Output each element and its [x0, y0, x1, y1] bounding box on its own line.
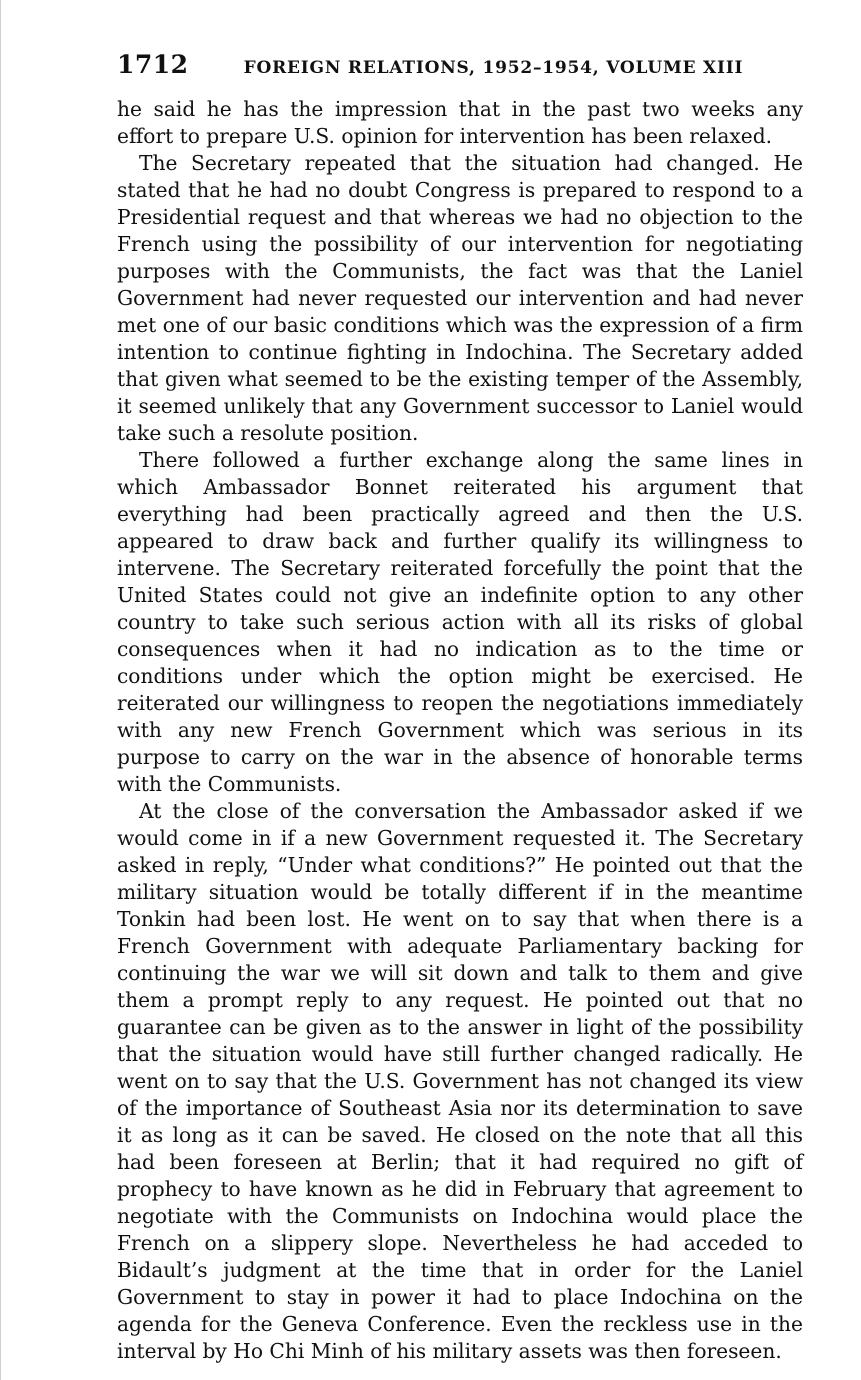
- running-header: [117, 50, 803, 96]
- page-number: 1712: [117, 50, 189, 79]
- paragraph-further-exchange: There followed a further exchange along the same lines in which Ambassador Bonnet reiterated his argument that everything had been practically agreed and then the U.S. appeared to draw back and further qualify its willingness to intervene. The Secretary reiterated forcefully the point that the United States could not give an indefinite option to any other country to take such serious action with all its risks of global consequences when it had no indication as to the time or conditions under which the option might be exercised. He reiterated our willingness to reopen the negotiations immediately with any new French Government which was serious in its purpose to carry on the war in the absence of honorable terms with the Communists.: [117, 448, 803, 796]
- body-text: [117, 96, 803, 1365]
- paragraph-secretary-situation: The Secretary repeated that the situation had changed. He stated that he had no doubt Congress is prepared to respond to a Presidential request and that whereas we had no objection to the French using the possibility of our intervention for negotiating purposes with the Communists, the fact was that the Laniel Government had never requested our intervention and had never met one of our basic conditions which was the expression of a firm intention to continue fighting in Indochina. The Secretary added that given what seemed to be the existing temper of the Assembly, it seemed unlikely that any Government successor to Laniel would take such a resolute position.: [117, 151, 803, 445]
- volume-title: FOREIGN RELATIONS, 1952–1954, VOLUME XIII: [243, 58, 744, 78]
- paragraph-continued: he said he has the impression that in the past two weeks any effort to prepare U.S. opinion for intervention has been relaxed.: [117, 97, 803, 148]
- paragraph-close-of-conversation: At the close of the conversation the Ambassador asked if we would come in if a new Government requested it. The Secretary asked in reply, “Under what conditions?” He pointed out that the military situation would be totally different if in the meantime Tonkin had been lost. He went on to say that when there is a French Government with adequate Parliamentary backing for continuing the war we will sit down and talk to them and give them a prompt reply to any request. He pointed out that no guarantee can be given as to the answer in light of the possibility that the situation would have still further changed radically. He went on to say that the U.S. Government has not changed its view of the importance of Southeast Asia nor its determination to save it as long as it can be saved. He closed on the note that all this had been foreseen at Berlin; that it had required no gift of prophecy to have known as he did in February that agreement to negotiate with the Communists on Indochina would place the French on a slippery slope. Nevertheless he had acceded to Bidault’s judgment at the time that in order for the Laniel Government to stay in power it had to place Indochina on the agenda for the Geneva Conference. Even the reckless use in the interval by Ho Chi Minh of his military assets was then foreseen.: [117, 799, 803, 1363]
- document-page: [117, 50, 803, 1365]
- page-edge: [0, 0, 1, 1380]
